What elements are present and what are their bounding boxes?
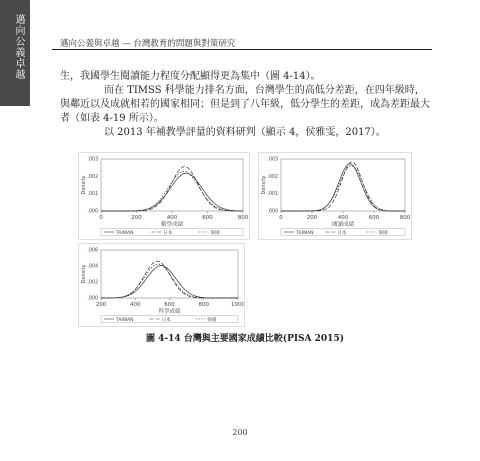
legend-label: 日本 (337, 230, 347, 236)
y-tick-label: .001 (87, 192, 98, 198)
y-tick-label: .003 (267, 157, 278, 163)
y-tick-label: .001 (267, 192, 278, 198)
density-curve-taiwan (281, 164, 405, 211)
y-tick-label: .003 (87, 157, 98, 163)
x-tick-label: 0 (279, 215, 283, 221)
x-tick-label: 800 (399, 215, 411, 221)
density-curve-韓國 (101, 171, 243, 211)
density-curve-taiwan (101, 266, 238, 299)
density-curve-日本 (101, 261, 238, 298)
y-tick-label: .000 (87, 296, 98, 302)
x-tick-label: 800 (237, 215, 249, 221)
paragraph-2: 而在 TIMSS 科學能力排名方面，台灣學生的高低分差距，在四年級時，與鄰近以及成就相若的國家相同；但是到了八年級，低分學生的差距，成為差距最大者（如表 4-19 所示）。 (60, 85, 430, 124)
legend-label: TAIWAN (296, 230, 314, 236)
density-curve-日本 (101, 167, 243, 211)
y-tick-label: .002 (267, 174, 278, 180)
x-axis-label: 數學成績 (160, 222, 184, 228)
density-curve-韓國 (101, 264, 238, 298)
x-tick-label: 600 (164, 302, 175, 308)
x-tick-label: 800 (198, 302, 209, 308)
plot-frame (281, 159, 405, 211)
figure-caption: 圖 4-14 台灣與主要國家成績比較(PISA 2015) (146, 334, 344, 344)
legend-label: 日本 (161, 317, 171, 323)
density-curve-日本 (281, 162, 405, 211)
x-tick-label: 1000 (231, 302, 244, 308)
y-tick-label: .006 (87, 248, 98, 254)
chart-2-svg (259, 153, 411, 239)
chart-1-svg (79, 153, 249, 239)
x-tick-label: 600 (368, 215, 380, 221)
x-tick-label: 600 (202, 215, 213, 221)
legend-label: TAIWAN (116, 230, 134, 236)
y-tick-label: .000 (267, 209, 278, 215)
paragraph-1: 生，我國學生閱讀能力程度分配顯得更為集中（圖 4-14）。 (60, 71, 321, 82)
chart-3-svg (79, 244, 244, 326)
density-curve-taiwan (101, 173, 243, 211)
header-rule (52, 49, 432, 50)
x-axis-label: 科學成績 (158, 309, 181, 315)
legend-label: 韓國 (210, 230, 220, 236)
running-header: 邁向公義與卓越 — 台灣教育的問題與對策研究 (60, 39, 236, 49)
side-tab-label: 邁向公義卓越 (13, 14, 24, 80)
x-tick-label: 200 (95, 302, 107, 308)
y-tick-label: .002 (87, 174, 98, 180)
density-chart-3 (78, 243, 245, 327)
x-tick-label: 200 (306, 215, 318, 221)
y-tick-label: .004 (87, 264, 98, 270)
x-tick-label: 400 (337, 215, 349, 221)
density-chart-2 (258, 152, 412, 240)
y-tick-label: .002 (87, 280, 98, 286)
x-tick-label: 400 (130, 302, 141, 308)
paragraph-3: 以 2013 年補教學評量的資料研判（顯示 4，侯雅雯，2017）。 (104, 127, 386, 138)
x-tick-label: 200 (131, 215, 142, 221)
y-axis-label: Density (261, 175, 267, 195)
x-tick-label: 400 (166, 215, 178, 221)
page-number: 200 (232, 428, 248, 437)
plot-frame (101, 159, 243, 211)
y-axis-label: Density (81, 264, 87, 284)
x-tick-label: 0 (99, 215, 103, 221)
density-chart-1 (78, 152, 250, 240)
legend-label: 日本 (163, 230, 173, 236)
chapter-side-tab (0, 0, 30, 106)
legend-label: 韓國 (207, 317, 217, 323)
legend-label: TAIWAN (116, 317, 134, 323)
legend-label: 韓國 (378, 230, 388, 236)
y-tick-label: .000 (87, 209, 98, 215)
x-axis-label: 閱讀成績 (331, 222, 355, 228)
y-axis-label: Density (81, 175, 87, 195)
